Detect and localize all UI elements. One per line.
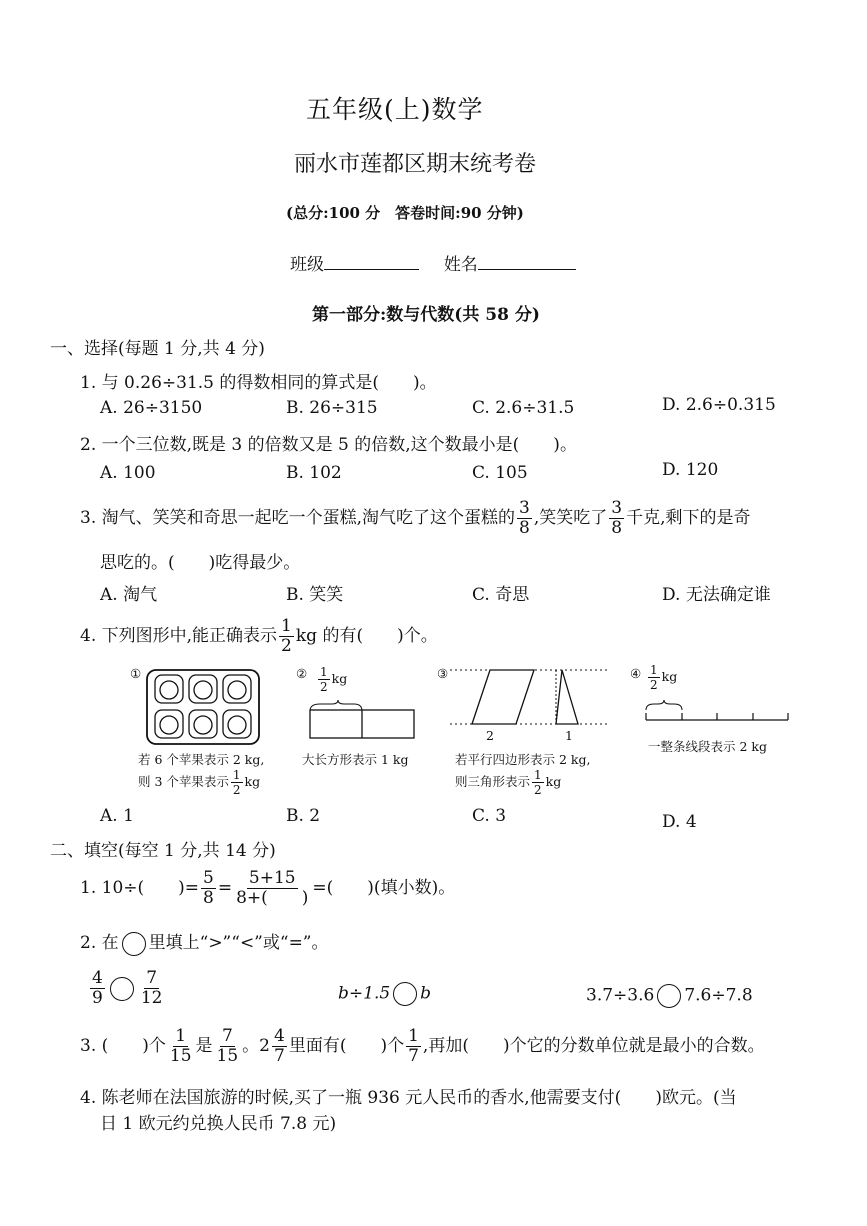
compare-circle[interactable] — [122, 932, 146, 956]
fill-question-3: 3. ( )个 $\frac{1}{15}$ 是 $\frac{7}{15}$ 。2 $\frac{4}{7}$ 里面有( )个 $\frac{1}{7}$ ,再加( )个它的分数单位就是最小的合数。 — [80, 1026, 765, 1066]
question-1: 1. 与 0.26÷31.5 的得数相同的算式是( )。 — [80, 373, 437, 393]
apple-box-figure — [145, 668, 261, 746]
option-b[interactable]: B. 笑笑 — [286, 585, 344, 605]
section-title: 二、填空(每空 1 分,共 14 分) — [50, 841, 276, 861]
figure-1-number: ① — [130, 666, 142, 681]
figure-2-caption: 大长方形表示 1 kg — [302, 752, 409, 767]
option-c[interactable]: C. 105 — [472, 463, 528, 483]
section-title: 一、选择(每题 1 分,共 4 分) — [50, 339, 265, 359]
question-4 — [80, 618, 438, 655]
question-3 — [80, 500, 751, 537]
name-label: 姓名 — [443, 255, 478, 275]
compare-circle[interactable] — [393, 982, 417, 1006]
option-a[interactable]: A. 淘气 — [100, 585, 158, 605]
class-label: 班级 — [290, 255, 324, 275]
compare-item-3: 3.7÷3.6 7.6÷7.8 — [586, 984, 753, 1008]
page-title: 五年级(上)数学 — [306, 95, 484, 124]
parallelogram-figure — [450, 664, 610, 736]
compare-item-1: $\frac{4}{9}$ $\frac{7}{12}$ — [92, 968, 163, 1008]
class-field[interactable] — [290, 250, 576, 275]
q3-text-1: 3. 淘气、笑笑和奇思一起吃一个蛋糕,淘气吃了这个蛋糕的 — [80, 508, 516, 528]
figure-4-caption: 一整条线段表示 2 kg — [648, 739, 767, 754]
figure-4-number: ④ — [630, 666, 642, 681]
rectangle-figure — [308, 700, 418, 740]
option-c[interactable]: C. 3 — [472, 806, 507, 826]
question-3-line2: 思吃的。( )吃得最少。 — [100, 553, 301, 573]
fill-question-2: 2. 在 里填上“>”“<”或“=”。 — [80, 928, 329, 956]
part-title: 第一部分:数与代数(共 58 分) — [312, 305, 540, 325]
figure-3-caption-2: 则三角形表示 $\frac{1}{2}$ kg — [455, 768, 562, 797]
fill-question-4-line2: 日 1 欧元约兑换人民币 7.8 元) — [100, 1114, 337, 1134]
figure-3-number: ③ — [437, 666, 449, 681]
fraction: $\frac{3}{8}$ — [611, 498, 623, 538]
q4-text-2: kg 的有( )个。 — [295, 626, 438, 646]
option-c[interactable]: C. 2.6÷31.5 — [472, 398, 575, 418]
compare-item-2: b÷1.5 b — [338, 982, 431, 1006]
name-blank[interactable] — [478, 269, 576, 270]
figure-2-number: ② — [296, 666, 308, 681]
figure-3-label-b: 1 — [565, 728, 573, 743]
option-a[interactable]: A. 100 — [100, 463, 156, 483]
figure-3-label-a: 2 — [486, 728, 494, 743]
fill-question-1: 1. 10÷( )= $\frac{5}{8}$ = $\frac{5+15}{8+( )}$ =( )(填小数)。 — [80, 868, 456, 908]
option-d[interactable]: D. 120 — [662, 460, 719, 480]
exam-subtitle: 丽水市莲都区期末统考卷 — [294, 152, 537, 177]
q4-text: 4. 下列图形中,能正确表示 — [80, 626, 278, 646]
fill-question-4: 4. 陈老师在法国旅游的时候,买了一瓶 936 元人民币的香水,他需要支付( )欧元。(当 — [80, 1088, 737, 1108]
option-d[interactable]: D. 无法确定谁 — [662, 585, 771, 605]
figure-1-caption-2: 则 3 个苹果表示 $\frac{1}{2}$ kg — [138, 768, 261, 797]
fraction-half: $\frac{1}{2}$ — [281, 616, 292, 656]
figure-2-label: $\frac{1}{2}$ kg — [320, 665, 348, 694]
option-d[interactable]: D. 2.6÷0.315 — [662, 395, 776, 415]
option-d[interactable]: D. 4 — [662, 812, 697, 832]
fraction: $\frac{3}{8}$ — [519, 498, 530, 538]
option-a[interactable]: A. 26÷3150 — [100, 398, 203, 418]
figure-1-caption: 若 6 个苹果表示 2 kg, — [138, 752, 265, 767]
option-b[interactable]: B. 102 — [286, 463, 342, 483]
segment-figure — [642, 700, 792, 726]
class-blank[interactable] — [324, 269, 419, 270]
figure-4-label: $\frac{1}{2}$ kg — [650, 663, 678, 692]
exam-info: (总分:100 分 答卷时间:90 分钟) — [286, 204, 524, 222]
option-b[interactable]: B. 26÷315 — [286, 398, 378, 418]
question-2: 2. 一个三位数,既是 3 的倍数又是 5 的倍数,这个数最小是( )。 — [80, 435, 577, 455]
figure-3-caption: 若平行四边形表示 2 kg, — [455, 752, 591, 767]
option-b[interactable]: B. 2 — [286, 806, 321, 826]
compare-circle[interactable] — [657, 984, 681, 1008]
option-c[interactable]: C. 奇思 — [472, 585, 530, 605]
q3-text-2: ,笑笑吃了 — [533, 508, 608, 528]
option-a[interactable]: A. 1 — [100, 806, 134, 826]
q3-text-3: 千克,剩下的是奇 — [626, 508, 751, 528]
compare-circle[interactable] — [110, 977, 134, 1001]
